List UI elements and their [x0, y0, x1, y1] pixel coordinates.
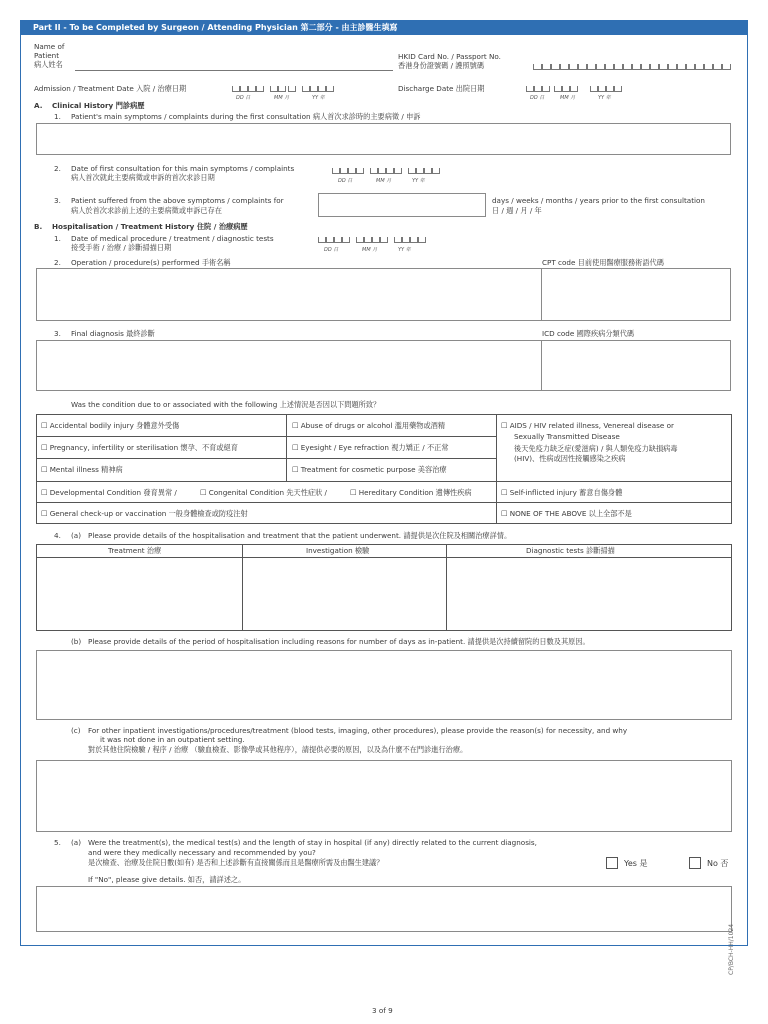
a-q1-label: Patient's main symptoms / complaints during the first consultation 病人首次求診時的主要病徵 / 申訴	[71, 112, 421, 121]
discharge-mm: MM 月	[560, 95, 576, 101]
name-label-2: Patient	[34, 51, 60, 60]
q4a-letter: (a)	[71, 531, 82, 540]
condition-congenital-label: Congenital Condition 先天性症狀 /	[208, 488, 327, 497]
condition-question: Was the condition due to or associated with the following 上述情況是否因以下問題所致？	[71, 400, 381, 409]
condition-pregnancy-label: Pregnancy, infertility or sterilisation 懷孕、不育或絕育	[49, 443, 238, 452]
b-q1-number: 1.	[54, 234, 61, 243]
discharge-yy: YY 年	[598, 95, 611, 101]
condition-developmental-label: Developmental Condition 發育異常 /	[49, 488, 177, 497]
q4a-label: Please provide details of the hospitalisation and treatment that the patient underwent. 請提供是次住院及相關治療詳情。	[88, 531, 512, 540]
patient-name-field[interactable]	[75, 70, 393, 71]
admission-mm: MM 月	[274, 95, 290, 101]
form-code: CP/BCH-HH/1024	[728, 923, 735, 975]
q4b-letter: (b)	[71, 637, 82, 646]
col-diagnostic-tests: Diagnostic tests 診斷掃描	[526, 546, 615, 555]
col-treatment: Treatment 治療	[108, 546, 162, 555]
col-investigation: Investigation 檢驗	[306, 546, 370, 555]
condition-none-label: NONE OF THE ABOVE 以上全部不是	[509, 509, 632, 518]
procedure-yy: YY 年	[398, 247, 411, 253]
condition-self-inflicted-label: Self-inflicted injury 蓄意自傷身體	[509, 488, 623, 497]
no-label: No 否	[707, 859, 729, 868]
cpt-label: CPT code 目前使用醫療服務術語代碼	[542, 258, 664, 267]
a-q2-number: 2.	[54, 164, 61, 173]
b-q3-number: 3.	[54, 329, 61, 338]
condition-eyesight-label: Eyesight / Eye refraction 視力矯正 / 不正常	[300, 443, 449, 452]
condition-congenital[interactable]: ☐ Congenital Condition 先天性症狀 /	[200, 488, 327, 497]
q4c-line3: 對於其他住院檢驗 / 程序 / 治療 （驗血檢查、影像學或其他程序），請提供必要的原因，以及為什麼不在門診進行治療。	[88, 745, 468, 754]
discharge-dd: DD 日	[530, 95, 545, 101]
q5-number: 5.	[54, 838, 61, 847]
condition-hereditary-label: Hereditary Condition 遺傳性疾病	[358, 488, 472, 497]
symptom-duration-input[interactable]	[318, 193, 486, 217]
condition-drugs[interactable]: ☐ Abuse of drugs or alcohol 濫用藥物或酒精	[292, 421, 446, 430]
condition-checkup-label: General check-up or vaccination 一般身體檢查或防疫注射	[49, 509, 248, 518]
condition-mental-label: Mental illness 精神病	[49, 465, 123, 474]
condition-checkup[interactable]: ☐ General check-up or vaccination 一般身體檢查或防疫注射	[41, 509, 248, 518]
q4-number: 4.	[54, 531, 61, 540]
q5a-line2: and were they medically necessary and recommended by you?	[88, 848, 316, 857]
a-q2-line2: 病人首次就此主要病徵或申訴的首次求診日期	[71, 173, 215, 182]
admission-dd: DD 日	[236, 95, 251, 101]
other-investigations-textarea[interactable]	[36, 760, 732, 832]
b-q2-number: 2.	[54, 258, 61, 267]
yes-label: Yes 是	[624, 859, 648, 868]
condition-aids[interactable]: ☐ AIDS / HIV related illness, Venereal disease or	[501, 421, 674, 430]
q4c-line1: For other inpatient investigations/procedures/treatment (blood tests, imaging, other procedures), please provide the reason(s) for necessity, and why	[88, 726, 628, 735]
b-q3-label: Final diagnosis 最終診斷	[71, 329, 155, 338]
condition-aids-label-1: AIDS / HIV related illness, Venereal disease or	[509, 421, 674, 430]
condition-drugs-label: Abuse of drugs or alcohol 濫用藥物或酒精	[300, 421, 446, 430]
first-consult-mm: MM 月	[376, 178, 392, 184]
a-q3-suffix-1: days / weeks / months / years prior to the first consultation	[492, 196, 705, 205]
hkid-label: HKID Card No. / Passport No.	[398, 52, 501, 61]
condition-aids-label-4: (HIV)、性病或因性接觸感染之疾病	[514, 454, 626, 463]
name-label-1: Name of	[34, 42, 65, 51]
section-a-letter: A.	[34, 101, 43, 110]
procedure-dd: DD 日	[324, 247, 339, 253]
b-q1-line1: Date of medical procedure / treatment / diagnostic tests	[71, 234, 274, 243]
page-number: 3 of 9	[372, 1006, 393, 1015]
discharge-label: Discharge Date 出院日期	[398, 84, 485, 93]
admission-yy: YY 年	[312, 95, 325, 101]
hkid-label-zh: 香港身份證號碼 / 護照號碼	[398, 61, 485, 70]
treatment-cell-input[interactable]	[37, 558, 241, 630]
a-q2-line1: Date of first consultation for this main symptoms / complaints	[71, 164, 295, 173]
cpt-code-input[interactable]	[541, 268, 731, 321]
a-q1-number: 1.	[54, 112, 61, 121]
condition-none[interactable]: ☐ NONE OF THE ABOVE 以上全部不是	[501, 509, 632, 518]
first-consult-yy: YY 年	[412, 178, 425, 184]
b-q1-line2: 接受手術 / 治療 / 診斷掃描日期	[71, 243, 172, 252]
q4c-line2: it was not done in an outpatient setting.	[100, 735, 245, 744]
section-b-title: Hospitalisation / Treatment History 住院 / 治療病歷	[52, 222, 248, 231]
symptoms-textarea[interactable]	[36, 123, 731, 155]
q5a-letter: (a)	[71, 838, 82, 847]
a-q3-line2: 病人於首次求診前上述的主要病徵或申訴已存在	[71, 206, 222, 215]
condition-accidental-label: Accidental bodily injury 身體意外受傷	[49, 421, 180, 430]
condition-self-inflicted[interactable]: ☐ Self-inflicted injury 蓄意自傷身體	[501, 488, 623, 497]
condition-developmental[interactable]: ☐ Developmental Condition 發育異常 /	[41, 488, 177, 497]
a-q3-line1: Patient suffered from the above symptoms / complaints for	[71, 196, 284, 205]
q4b-label: Please provide details of the period of hospitalisation including reasons for number of days as in-patient. 請提供是次持續留院的日數及其原因。	[88, 637, 590, 646]
name-label-zh: 病人姓名	[34, 60, 63, 69]
no-checkbox[interactable]	[689, 857, 701, 869]
condition-cosmetic-label: Treatment for cosmetic purpose 美容治療	[300, 465, 447, 474]
section-a-title: Clinical History 門診病歷	[52, 101, 145, 110]
procedure-textarea[interactable]	[36, 268, 542, 321]
q4c-letter: (c)	[71, 726, 81, 735]
a-q3-number: 3.	[54, 196, 61, 205]
hospitalisation-period-textarea[interactable]	[36, 650, 732, 720]
condition-aids-label-3: 後天免疫力缺乏症(愛滋病) / 與人類免疫力缺損病毒	[514, 444, 678, 453]
yes-checkbox[interactable]	[606, 857, 618, 869]
if-no-details-textarea[interactable]	[36, 886, 732, 932]
if-no-label: If "No", please give details. 如否，請詳述之。	[88, 875, 246, 884]
diagnosis-textarea[interactable]	[36, 340, 542, 391]
b-q2-label: Operation / procedure(s) performed 手術名稱	[71, 258, 231, 267]
condition-aids-label-2: Sexually Transmitted Disease	[514, 432, 620, 441]
first-consult-dd: DD 日	[338, 178, 353, 184]
q5a-line1: Were the treatment(s), the medical test(s) and the length of stay in hospital (if any) directly related to the current diagnosis,	[88, 838, 537, 847]
q5a-line3: 是次檢查、治療及住院日數(如有) 是否和上述診斷有直接關係而且是醫療所需及由醫生建議？	[88, 858, 384, 867]
condition-cosmetic[interactable]: ☐ Treatment for cosmetic purpose 美容治療	[292, 465, 447, 474]
procedure-mm: MM 月	[362, 247, 378, 253]
diagnostic-cell-input[interactable]	[447, 558, 731, 630]
condition-hereditary[interactable]: ☐ Hereditary Condition 遺傳性疾病	[350, 488, 472, 497]
icd-code-input[interactable]	[541, 340, 731, 391]
icd-label: ICD code 國際疾病分類代碼	[542, 329, 635, 338]
section-b-letter: B.	[34, 222, 43, 231]
condition-eyesight[interactable]: ☐ Eyesight / Eye refraction 視力矯正 / 不正常	[292, 443, 449, 452]
a-q3-suffix-2: 日 / 週 / 月 / 年	[492, 206, 542, 215]
condition-accidental[interactable]: ☐ Accidental bodily injury 身體意外受傷	[41, 421, 180, 430]
condition-pregnancy[interactable]: ☐ Pregnancy, infertility or sterilisation 懷孕、不育或絕育	[41, 443, 238, 452]
admission-label: Admission / Treatment Date 入院 / 治療日期	[34, 84, 187, 93]
section-header: Part II - To be Completed by Surgeon / Attending Physician 第二部分 - 由主診醫生填寫	[21, 21, 747, 35]
investigation-cell-input[interactable]	[243, 558, 445, 630]
condition-mental[interactable]: ☐ Mental illness 精神病	[41, 465, 123, 474]
